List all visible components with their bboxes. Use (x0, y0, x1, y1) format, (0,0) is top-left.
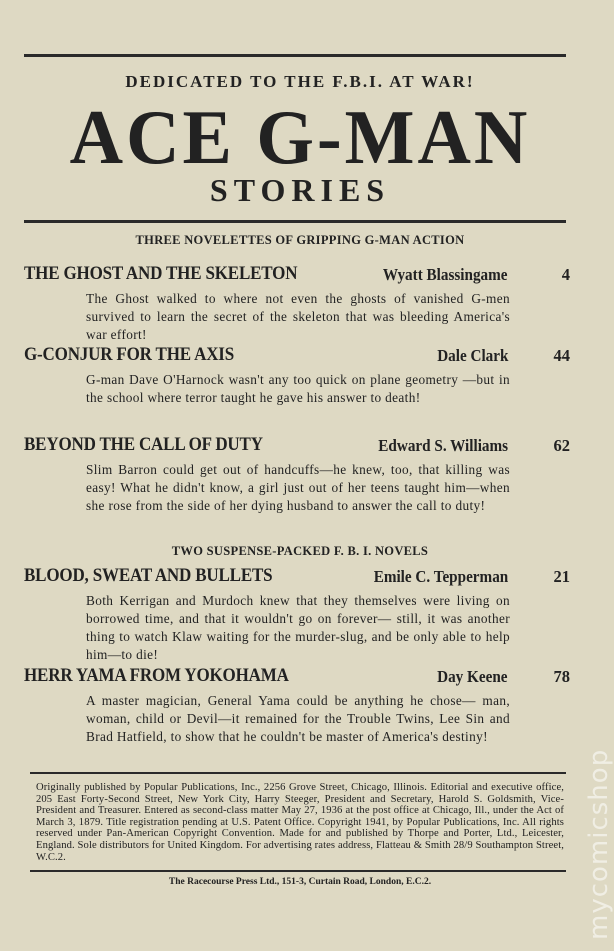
story-title[interactable]: THE GHOST AND THE SKELETON (24, 264, 298, 284)
title-rule (24, 220, 566, 223)
magazine-subtitle: STORIES (209, 172, 391, 208)
story-description: The Ghost walked to where not even the ghosts of vanished G-men survived to learn the secret of the skeleton that was bleeding America's war effort! (86, 291, 510, 342)
story-title[interactable]: BEYOND THE CALL OF DUTY (24, 435, 263, 455)
fineprint-top-rule (30, 772, 566, 774)
dedication-line: DEDICATED TO THE F.B.I. AT WAR! (125, 72, 475, 91)
story-entry[interactable] (24, 666, 574, 746)
story-title[interactable]: G-CONJUR FOR THE AXIS (24, 345, 235, 365)
story-author: Wyatt Blassingame (383, 265, 508, 284)
watermark (562, 740, 614, 940)
story-description: Both Kerrigan and Murdoch knew that they themselves were living on borrowed time, and that it wouldn't go on forever— still, it was another thing to watch Klaw waiting for the murder-slug, and be only able to help him—to die! (86, 593, 510, 662)
story-title[interactable]: HERR YAMA FROM YOKOHAMA (24, 666, 289, 686)
top-rule (24, 54, 566, 57)
story-entry[interactable] (24, 435, 574, 515)
story-description: Slim Barron could get out of handcuffs—he knew, too, that killing was easy! What he didn't know, a girl just out of her teens taught him—when she rose from the side of her dying husband to answer the call to duty! (86, 462, 510, 513)
publication-notice: Originally published by Popular Publications, Inc., 2256 Grove Street, Chicago, Illinois. Editorial and executive office, 205 East Forty-Second Street, New York City, Harry Steeger, President and Secretary, Harold S. Goldsmith, Vice-President and Treasurer. Entered as second-class matter May 27, 1936 at the post office at Chicago, Ill., under the Act of March 3, 1879. Title registration pending at U.S. Patent Office. Copyright 1941, by Popular Publications, Inc. All rights reserved under Pan-American Copyright Convention. Made for and published by Thorpe and Porter, Ltd., Leicester, England. Sole distributors for United Kingdom. For advertising rates address, Flatteau & Smith 28/9 Southampton Street, W.C.2. (36, 782, 564, 863)
magazine-title: ACE G-MAN (69, 94, 531, 182)
story-entry[interactable] (24, 566, 574, 664)
story-page-number: 62 (553, 436, 570, 455)
story-page-number: 21 (553, 567, 570, 586)
story-page-number: 44 (553, 346, 570, 365)
story-description: A master magician, General Yama could be anything he chose— man, woman, child or Devil—it remained for the Trouble Twins, Lee Sin and Brad Hatfield, to show that he couldn't be master of America's destiny! (86, 693, 510, 744)
section-heading-novelettes: THREE NOVELETTES OF GRIPPING G-MAN ACTION (135, 233, 465, 247)
story-author: Day Keene (437, 667, 508, 686)
story-entry[interactable] (24, 264, 574, 344)
story-description: G-man Dave O'Harnock wasn't any too quick on plane geometry —but in the school where terror taught he gave his answer to death! (86, 372, 510, 405)
story-entry[interactable] (24, 345, 574, 407)
story-page-number: 4 (561, 265, 570, 284)
fineprint-bottom-rule (30, 870, 566, 872)
section-heading-novels: TWO SUSPENSE-PACKED F. B. I. NOVELS (171, 544, 429, 558)
story-author: Emile C. Tepperman (373, 567, 508, 586)
printer-credit: The Racecourse Press Ltd., 151-3, Curtain Road, London, E.C.2. (168, 877, 432, 887)
story-title[interactable]: BLOOD, SWEAT AND BULLETS (24, 566, 273, 586)
story-author: Edward S. Williams (378, 436, 508, 455)
story-author: Dale Clark (436, 346, 508, 365)
story-page-number: 78 (553, 667, 570, 686)
watermark-text: mycomicshop (584, 748, 614, 940)
